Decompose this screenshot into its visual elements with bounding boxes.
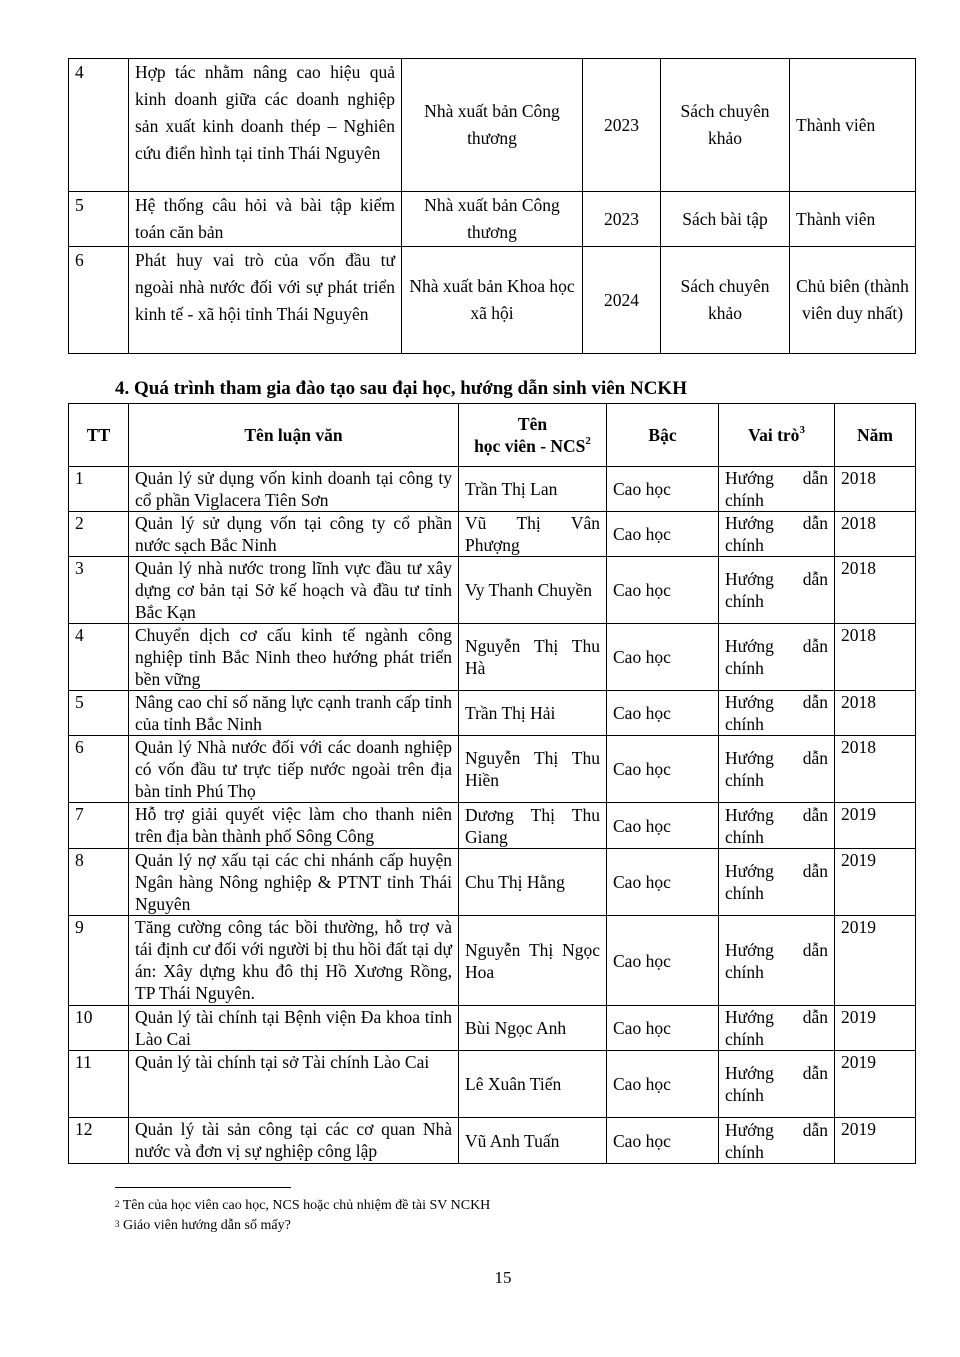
table-row — [69, 916, 916, 1006]
year: 2024 — [583, 247, 661, 354]
row-number: 6 — [69, 247, 129, 354]
table-row — [69, 512, 916, 557]
level: Cao học — [607, 803, 719, 849]
row-number: 4 — [69, 59, 129, 192]
thesis-title: Chuyển dịch cơ cấu kinh tế ngành công nghiệp tỉnh Bắc Ninh theo hướng phát triển bền vững — [129, 624, 459, 691]
level: Cao học — [607, 624, 719, 691]
footnote-number: 3 — [115, 1219, 120, 1229]
student-name: Vũ Thị Vân Phượng — [459, 512, 607, 557]
book-title: Phát huy vai trò của vốn đầu tư ngoài nhà nước đối với sự phát triển kinh tế - xã hội tỉnh Thái Nguyên — [129, 247, 402, 354]
role: Thành viên — [790, 192, 916, 247]
row-number: 6 — [69, 736, 129, 803]
thesis-title: Quản lý Nhà nước đối với các doanh nghiệp có vốn đầu tư trực tiếp nước ngoài trên địa bàn tỉnh Phú Thọ — [129, 736, 459, 803]
thesis-title: Quản lý tài chính tại Bệnh viện Đa khoa tỉnh Lào Cai — [129, 1006, 459, 1051]
section-heading: 4. Quá trình tham gia đào tạo sau đại học, hướng dẫn sinh viên NCKH — [115, 378, 687, 399]
thesis-title: Quản lý sử dụng vốn tại công ty cổ phần nước sạch Bắc Ninh — [129, 512, 459, 557]
footnote-ref-2: 2 — [585, 435, 591, 447]
row-number: 1 — [69, 467, 129, 512]
role: Hướng dẫn chính — [719, 624, 835, 691]
thesis-title: Quản lý tài sản công tại các cơ quan Nhà nước và đơn vị sự nghiệp công lập — [129, 1118, 459, 1164]
level: Cao học — [607, 512, 719, 557]
row-number: 5 — [69, 192, 129, 247]
row-number: 9 — [69, 916, 129, 1006]
header-role — [719, 404, 835, 467]
table-row — [69, 192, 916, 247]
row-number: 2 — [69, 512, 129, 557]
footnote-text: Tên của học viên cao học, NCS hoặc chủ nhiệm đề tài SV NCKH — [122, 1198, 491, 1213]
table-row — [69, 736, 916, 803]
publisher: Nhà xuất bản Công thương — [402, 192, 583, 247]
thesis-title: Nâng cao chỉ số năng lực cạnh tranh cấp tỉnh của tỉnh Bắc Ninh — [129, 691, 459, 736]
thesis-title: Hỗ trợ giải quyết việc làm cho thanh niên trên địa bàn thành phố Sông Công — [129, 803, 459, 849]
year: 2018 — [835, 624, 916, 691]
table-row — [69, 59, 916, 192]
year: 2018 — [835, 557, 916, 624]
table-row — [69, 247, 916, 354]
year: 2019 — [835, 1118, 916, 1164]
table-row — [69, 1006, 916, 1051]
level: Cao học — [607, 1006, 719, 1051]
table-row — [69, 691, 916, 736]
row-number: 11 — [69, 1051, 129, 1118]
year: 2018 — [835, 736, 916, 803]
year: 2019 — [835, 1006, 916, 1051]
student-name: Nguyễn Thị Thu Hiền — [459, 736, 607, 803]
year: 2019 — [835, 916, 916, 1006]
student-name: Chu Thị Hằng — [459, 849, 607, 916]
student-name: Nguyễn Thị Ngọc Hoa — [459, 916, 607, 1006]
level: Cao học — [607, 691, 719, 736]
year: 2018 — [835, 691, 916, 736]
book-type: Sách chuyên khảo — [661, 59, 790, 192]
role: Hướng dẫn chính — [719, 1006, 835, 1051]
level: Cao học — [607, 849, 719, 916]
table-row — [69, 1051, 916, 1118]
student-name: Bùi Ngọc Anh — [459, 1006, 607, 1051]
footnote-2 — [115, 1198, 490, 1214]
publisher: Nhà xuất bản Công thương — [402, 59, 583, 192]
thesis-title: Quản lý nhà nước trong lĩnh vực đầu tư xây dựng cơ bản tại Sở kế hoạch và đầu tư tỉnh Bắc Kạn — [129, 557, 459, 624]
year: 2019 — [835, 1051, 916, 1118]
footnote-number: 2 — [115, 1199, 120, 1209]
student-name: Lê Xuân Tiến — [459, 1051, 607, 1118]
header-student-line2: học viên - NCS — [474, 436, 586, 456]
table-row — [69, 624, 916, 691]
role: Chủ biên (thành viên duy nhất) — [790, 247, 916, 354]
table-header-row — [69, 404, 916, 467]
role: Hướng dẫn chính — [719, 512, 835, 557]
role: Hướng dẫn chính — [719, 467, 835, 512]
student-name: Trần Thị Lan — [459, 467, 607, 512]
header-role-label: Vai trò — [748, 425, 800, 445]
header-student — [459, 404, 607, 467]
row-number: 12 — [69, 1118, 129, 1164]
table-row — [69, 1118, 916, 1164]
book-title: Hợp tác nhằm nâng cao hiệu quả kinh doanh giữa các doanh nghiệp sản xuất kinh doanh thép – Nghiên cứu điển hình tại tỉnh Thái Nguyên — [129, 59, 402, 192]
student-name: Vy Thanh Chuyền — [459, 557, 607, 624]
header-year: Năm — [835, 404, 916, 467]
role: Hướng dẫn chính — [719, 803, 835, 849]
book-type: Sách chuyên khảo — [661, 247, 790, 354]
role: Hướng dẫn chính — [719, 916, 835, 1006]
role: Hướng dẫn chính — [719, 1051, 835, 1118]
header-thesis: Tên luận văn — [129, 404, 459, 467]
row-number: 8 — [69, 849, 129, 916]
footnote-3 — [115, 1218, 291, 1234]
training-table — [68, 403, 916, 1164]
header-level: Bậc — [607, 404, 719, 467]
table-row — [69, 467, 916, 512]
year: 2019 — [835, 849, 916, 916]
thesis-title: Quản lý sử dụng vốn kinh doanh tại công ty cổ phần Viglacera Tiên Sơn — [129, 467, 459, 512]
level: Cao học — [607, 557, 719, 624]
role: Hướng dẫn chính — [719, 1118, 835, 1164]
level: Cao học — [607, 1118, 719, 1164]
role: Thành viên — [790, 59, 916, 192]
level: Cao học — [607, 736, 719, 803]
level: Cao học — [607, 467, 719, 512]
role: Hướng dẫn chính — [719, 557, 835, 624]
books-table — [68, 58, 916, 354]
student-name: Nguyễn Thị Thu Hà — [459, 624, 607, 691]
level: Cao học — [607, 916, 719, 1006]
row-number: 10 — [69, 1006, 129, 1051]
thesis-title: Quản lý nợ xấu tại các chi nhánh cấp huyện Ngân hàng Nông nghiệp & PTNT tỉnh Thái Nguyên — [129, 849, 459, 916]
table-row — [69, 803, 916, 849]
footnote-divider — [115, 1187, 291, 1188]
student-name: Trần Thị Hải — [459, 691, 607, 736]
row-number: 4 — [69, 624, 129, 691]
book-title: Hệ thống câu hỏi và bài tập kiểm toán căn bản — [129, 192, 402, 247]
year: 2019 — [835, 803, 916, 849]
year: 2023 — [583, 59, 661, 192]
role: Hướng dẫn chính — [719, 736, 835, 803]
student-name: Dương Thị Thu Giang — [459, 803, 607, 849]
level: Cao học — [607, 1051, 719, 1118]
thesis-title: Tăng cường công tác bồi thường, hỗ trợ và tái định cư đối với người bị thu hồi đất tại dự án: Xây dựng khu đô thị Hồ Xương Rồng, TP Thái Nguyên. — [129, 916, 459, 1006]
table-row — [69, 557, 916, 624]
year: 2018 — [835, 467, 916, 512]
header-tt: TT — [69, 404, 129, 467]
page-number: 15 — [494, 1268, 512, 1287]
book-type: Sách bài tập — [661, 192, 790, 247]
row-number: 3 — [69, 557, 129, 624]
role: Hướng dẫn chính — [719, 691, 835, 736]
student-name: Vũ Anh Tuấn — [459, 1118, 607, 1164]
row-number: 5 — [69, 691, 129, 736]
year: 2023 — [583, 192, 661, 247]
role: Hướng dẫn chính — [719, 849, 835, 916]
header-student-line1: Tên — [517, 414, 548, 434]
footnote-text: Giáo viên hướng dẫn số mấy? — [123, 1218, 291, 1233]
table-row — [69, 849, 916, 916]
publisher: Nhà xuất bản Khoa học xã hội — [402, 247, 583, 354]
thesis-title: Quản lý tài chính tại sở Tài chính Lào Cai — [129, 1051, 459, 1118]
row-number: 7 — [69, 803, 129, 849]
footnote-ref-3: 3 — [799, 424, 805, 436]
year: 2018 — [835, 512, 916, 557]
